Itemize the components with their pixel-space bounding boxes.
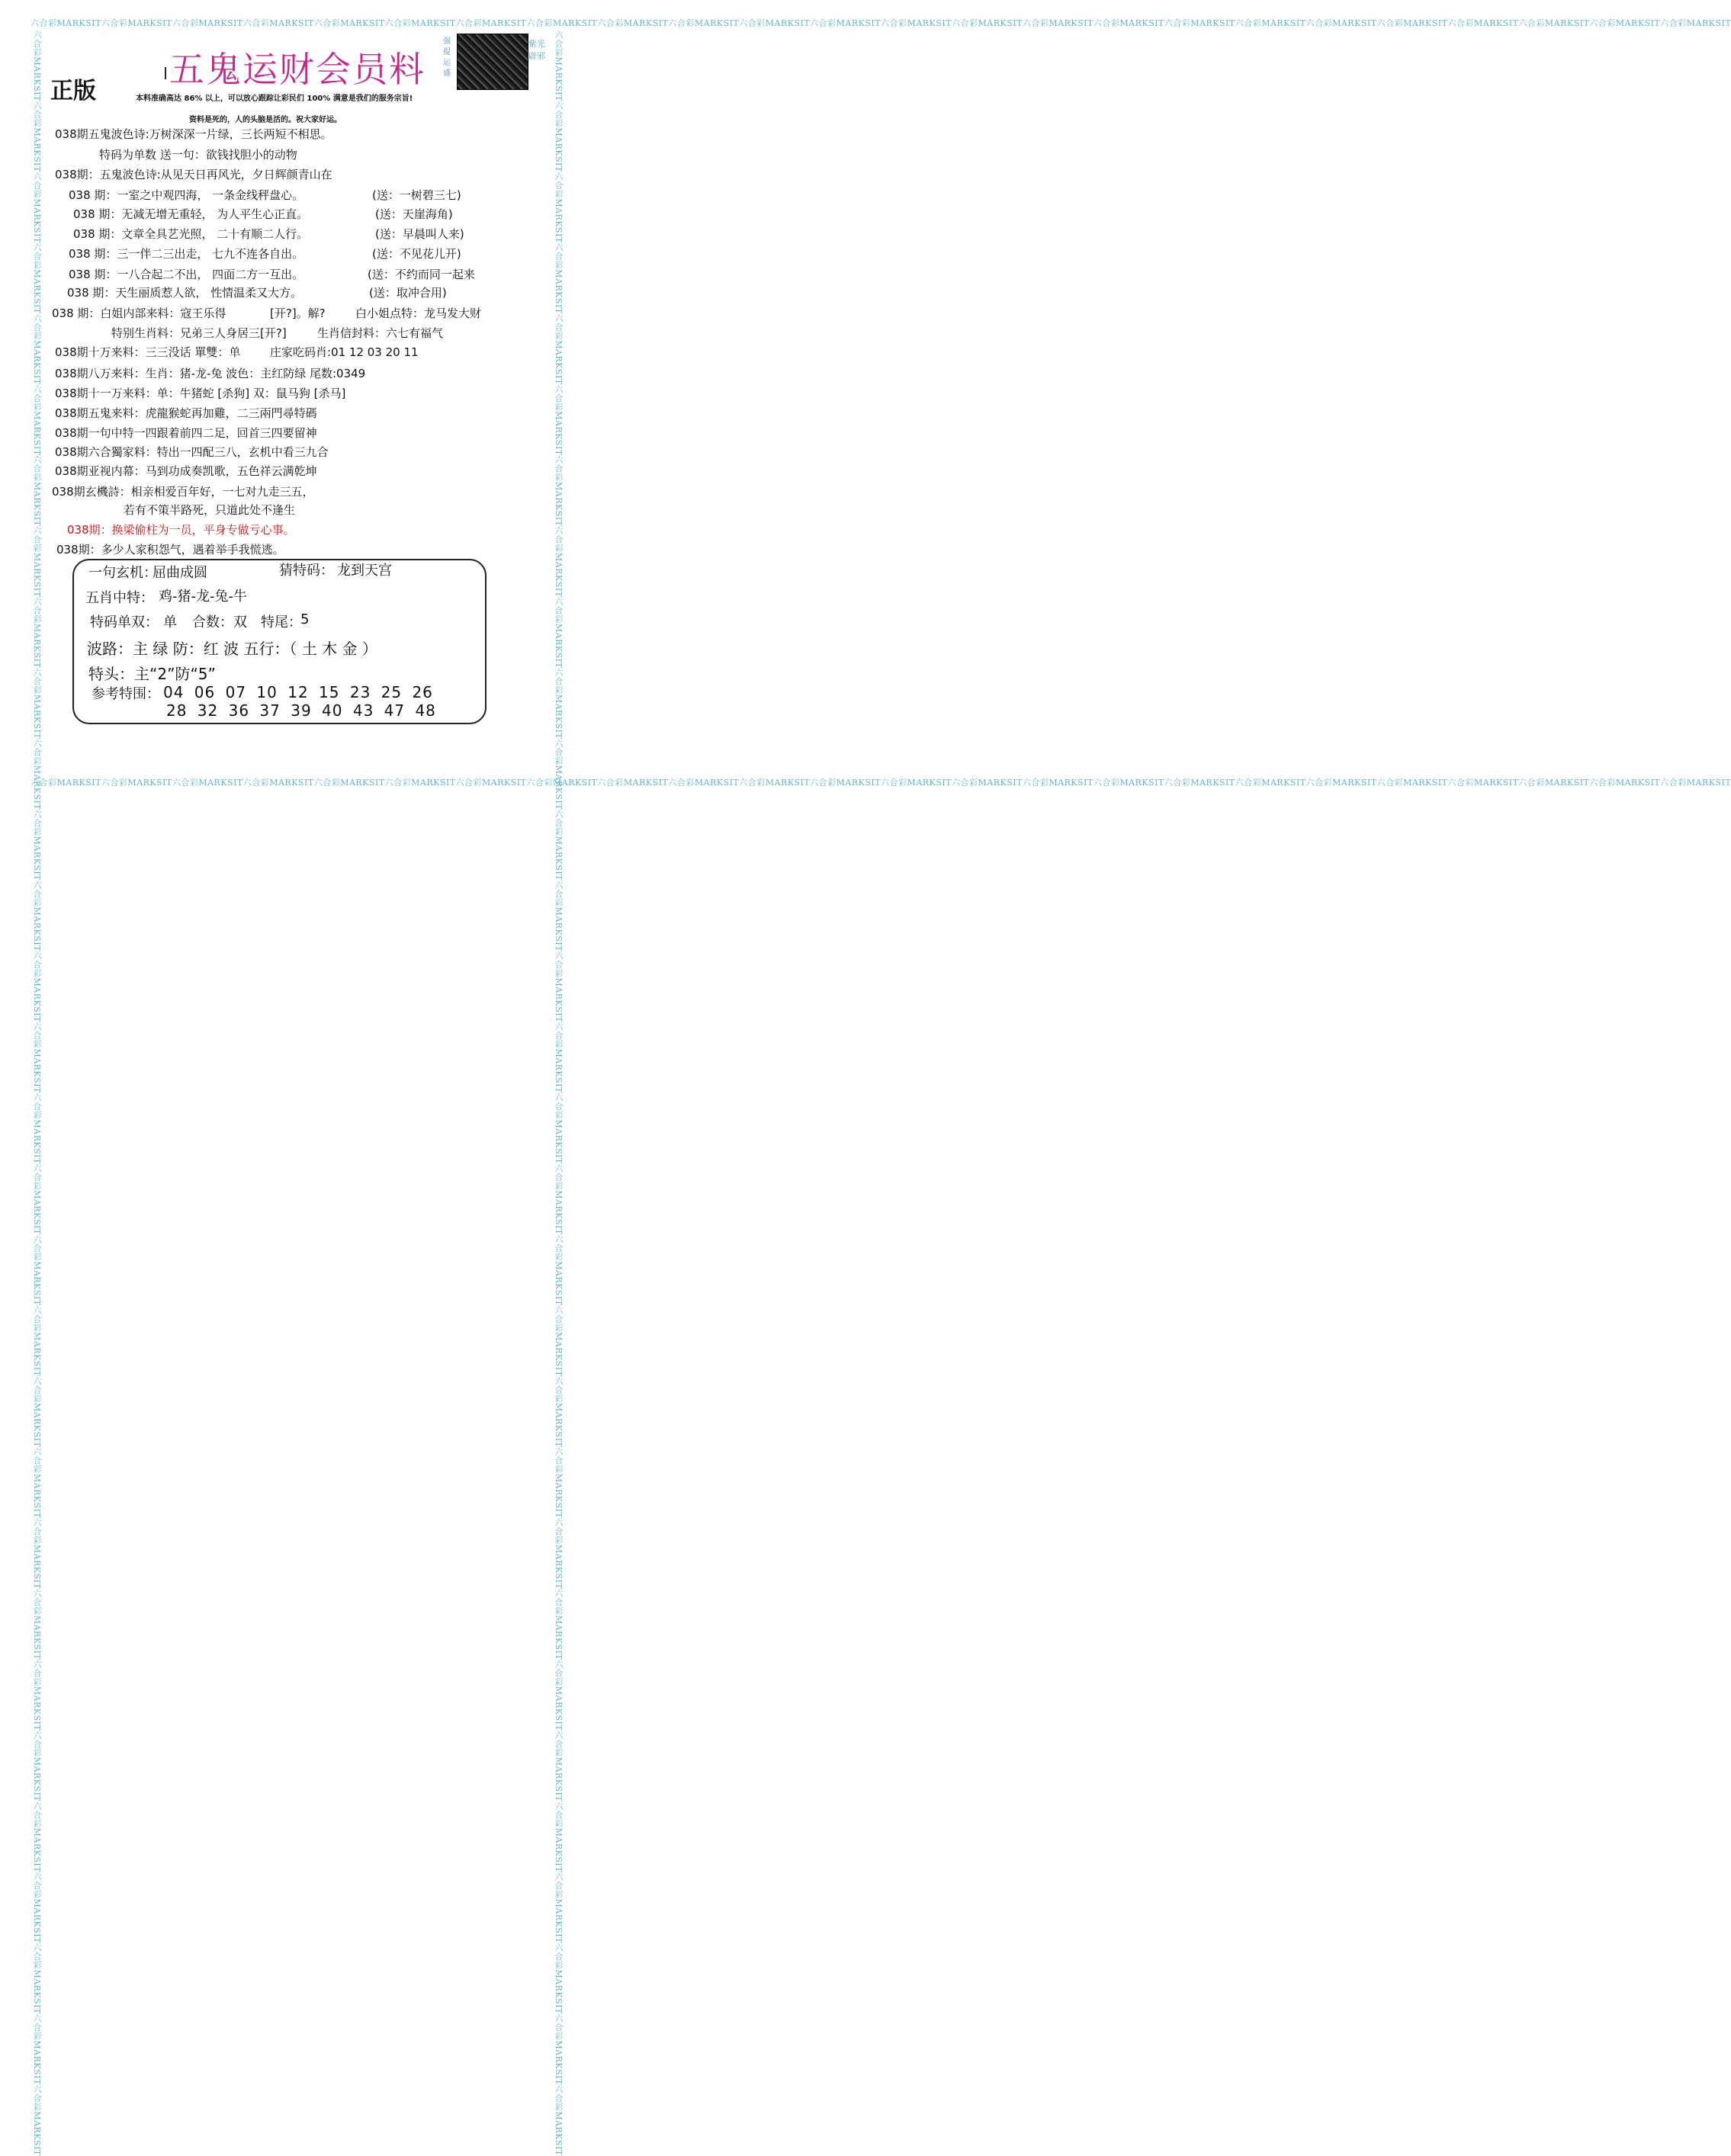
line-poem-6-gift: (送：取冲合用)	[369, 286, 447, 300]
tewei-value: 5	[300, 611, 310, 627]
watermark-border-right: 六合彩MARKSIT六合彩MARKSIT六合彩MARKSIT六合彩MARKSIT六合彩MARKSIT六合彩MARKSIT六合彩MARKSIT六合彩MARKSIT六合彩MARKSIT六合彩MARKSIT六合彩MARKSIT六合彩MARKSIT六合彩MARKSIT六合彩MARKSIT六合彩MARKSIT六合彩MARKSIT六合彩MARKSIT六合彩MARKSIT六合彩MARKSIT六合彩MARKSIT六合彩MARKSIT六合彩MARKSIT六合彩MARKSIT六合彩MARKSIT六合彩MARKSIT六合彩MARKSIT六合彩MARKSIT六合彩MARKSIT六合彩MARKSIT六合彩MARKSIT	[554, 30, 564, 2156]
header-note-luck: 资料是死的，人的头脑是活的。祝大家好运。	[189, 116, 342, 124]
line-wugui-bose-poem-2: 038期：五鬼波色诗:从见天日再风光，夕日辉颜青山在	[55, 168, 332, 181]
line-poem-5-gift: (送：不约而同一起来	[368, 268, 475, 281]
line-poem-2-gift: (送：天崖海角)	[375, 207, 453, 221]
line-baijie-open: [开?]。解?	[270, 306, 326, 320]
line-xuanji-poem-2: 若有不策半路死，只道此处不逢生	[124, 503, 296, 517]
line-poem-1-gift: (送：一树碧三七)	[372, 188, 461, 202]
line-poem-5: 038 期：一八合起二不出， 四面二方一互出。	[69, 268, 304, 281]
line-zodiac-envelope: 生肖信封料：六七有福气	[317, 326, 444, 340]
line-one-sentence: 038期一句中特一四跟着前四二足，回首三四要留神	[55, 426, 317, 440]
danshuang-label: 特码单双：	[90, 614, 159, 630]
line-special-zodiac: 特别生肖料：兄弟三人身居三[开?]	[111, 326, 287, 340]
line-poem-3: 038 期：文章全具艺光照， 二十有顺二人行。	[73, 227, 309, 241]
line-poem-4-gift: (送：不见花儿开)	[372, 247, 461, 261]
line-banker-codes: 庄家吃码肖:01 12 03 20 11	[270, 345, 419, 359]
line-last-poem: 038期：多少人家积怨气，遇着举手我慌逃。	[56, 543, 284, 557]
ref-label: 参考特围：	[92, 686, 160, 702]
ref-numbers-row-2: 28 32 36 37 39 40 43 47 48	[166, 701, 436, 720]
ref-numbers-row-1: 04 06 07 10 12 15 23 25 26	[163, 683, 433, 701]
badge-right: 紫光辟邪	[528, 39, 545, 61]
line-poem-4: 038 期：三一伴二三出走， 七九不连各自出。	[69, 247, 304, 261]
line-xuanji-poem: 038期玄機詩：相亲相爱百年好，一七对九走三五，	[52, 485, 314, 499]
line-wugui-source: 038期五鬼来料：虎龍猴蛇再加雞，二三兩門尋特碼	[55, 406, 317, 420]
line-baixiaojie-tip: 白小姐点特：龙马发大财	[355, 306, 482, 320]
line-red-note: 038期：换梁偷柱为一员，平身专做亏心事。	[67, 523, 295, 537]
watermark-border-left: 六合彩MARKSIT六合彩MARKSIT六合彩MARKSIT六合彩MARKSIT六合彩MARKSIT六合彩MARKSIT六合彩MARKSIT六合彩MARKSIT六合彩MARKSIT六合彩MARKSIT六合彩MARKSIT六合彩MARKSIT六合彩MARKSIT六合彩MARKSIT六合彩MARKSIT六合彩MARKSIT六合彩MARKSIT六合彩MARKSIT六合彩MARKSIT六合彩MARKSIT六合彩MARKSIT六合彩MARKSIT六合彩MARKSIT六合彩MARKSIT六合彩MARKSIT六合彩MARKSIT六合彩MARKSIT六合彩MARKSIT六合彩MARKSIT六合彩MARKSIT	[32, 30, 42, 2156]
line-100k: 038期十万来料：三三没话 單雙：单	[55, 345, 241, 359]
qr-code-image	[457, 34, 528, 90]
heshu-label: 合数：	[192, 614, 233, 630]
page-title: 五鬼运财会员料	[169, 49, 426, 90]
header-note-accuracy: 本料准确高达 86% 以上，可以放心跟踪让彩民们 100% 满意是我们的服务宗旨!	[136, 95, 413, 103]
bolu-line: 波路：主 绿 防：红 波 五行：（ 土 木 金 ）	[87, 640, 377, 658]
line-poem-1: 038 期：一室之中观四海， 一条金线秤盘心。	[69, 188, 304, 202]
tewei-label: 特尾：	[261, 614, 302, 630]
line-poem-6: 038 期：天生丽质惹人欲， 性情温柔又大方。	[67, 286, 303, 300]
line-110k: 038期十一万来料：单：牛猪蛇 [杀狗] 双：鼠马狗 [杀马]	[55, 387, 346, 400]
tetou-line: 特头：主“2”防“5”	[88, 665, 216, 683]
line-baijie-internal: 038 期：白姐内部来料：寇王乐得	[52, 306, 226, 320]
wuxiao-value: 鸡-猪-龙-兔-牛	[159, 589, 247, 605]
watermark-border-bottom: 六合彩MARKSIT六合彩MARKSIT六合彩MARKSIT六合彩MARKSIT六合彩MARKSIT六合彩MARKSIT六合彩MARKSIT六合彩MARKSIT六合彩MARKSIT六合彩MARKSIT六合彩MARKSIT六合彩MARKSIT六合彩MARKSIT六合彩MARKSIT六合彩MARKSIT六合彩MARKSIT六合彩MARKSIT六合彩MARKSIT六合彩MARKSIT六合彩MARKSIT六合彩MARKSIT六合彩MARKSIT六合彩MARKSIT六合彩MARKSIT	[31, 778, 1731, 788]
guess-value: 龙到天宫	[337, 563, 392, 579]
title-cursor-mark	[165, 67, 166, 79]
line-liuhe-exclusive: 038期六合獨家料：特出一四配三八，玄机中看三九合	[55, 445, 329, 459]
line-poem-3-gift: (送：早晨叫人来)	[375, 227, 464, 241]
yiju-label: 一句玄机：	[88, 565, 157, 581]
wuxiao-label: 五肖中特：	[85, 590, 154, 606]
line-tema-odd: 特码为单数 送一句：欲钱找胆小的动物	[99, 148, 297, 162]
line-poem-2: 038 期：无减无增无重轻， 为人平生心正直。	[73, 207, 309, 221]
line-80k: 038期八万来料：生肖：猪-龙-兔 波色：主红防绿 尾数:0349	[55, 367, 366, 380]
badge-left: 强提运盛	[443, 37, 451, 78]
line-wugui-bose-poem: 038期五鬼波色诗:万树深深一片绿，三长两短不相思。	[55, 127, 332, 141]
guess-label: 猜特码：	[279, 563, 334, 579]
yiju-value: 屈曲成圆	[153, 565, 207, 581]
heshu-value: 双	[233, 614, 247, 630]
edition-label: 正版	[50, 78, 96, 104]
danshuang-value: 单	[163, 614, 177, 630]
watermark-border-top: 六合彩MARKSIT六合彩MARKSIT六合彩MARKSIT六合彩MARKSIT六合彩MARKSIT六合彩MARKSIT六合彩MARKSIT六合彩MARKSIT六合彩MARKSIT六合彩MARKSIT六合彩MARKSIT六合彩MARKSIT六合彩MARKSIT六合彩MARKSIT六合彩MARKSIT六合彩MARKSIT六合彩MARKSIT六合彩MARKSIT六合彩MARKSIT六合彩MARKSIT六合彩MARKSIT六合彩MARKSIT六合彩MARKSIT六合彩MARKSIT	[31, 18, 1731, 28]
line-atv-inside: 038期亚视内幕：马到功成奏凯歌，五色祥云满乾坤	[55, 464, 317, 478]
